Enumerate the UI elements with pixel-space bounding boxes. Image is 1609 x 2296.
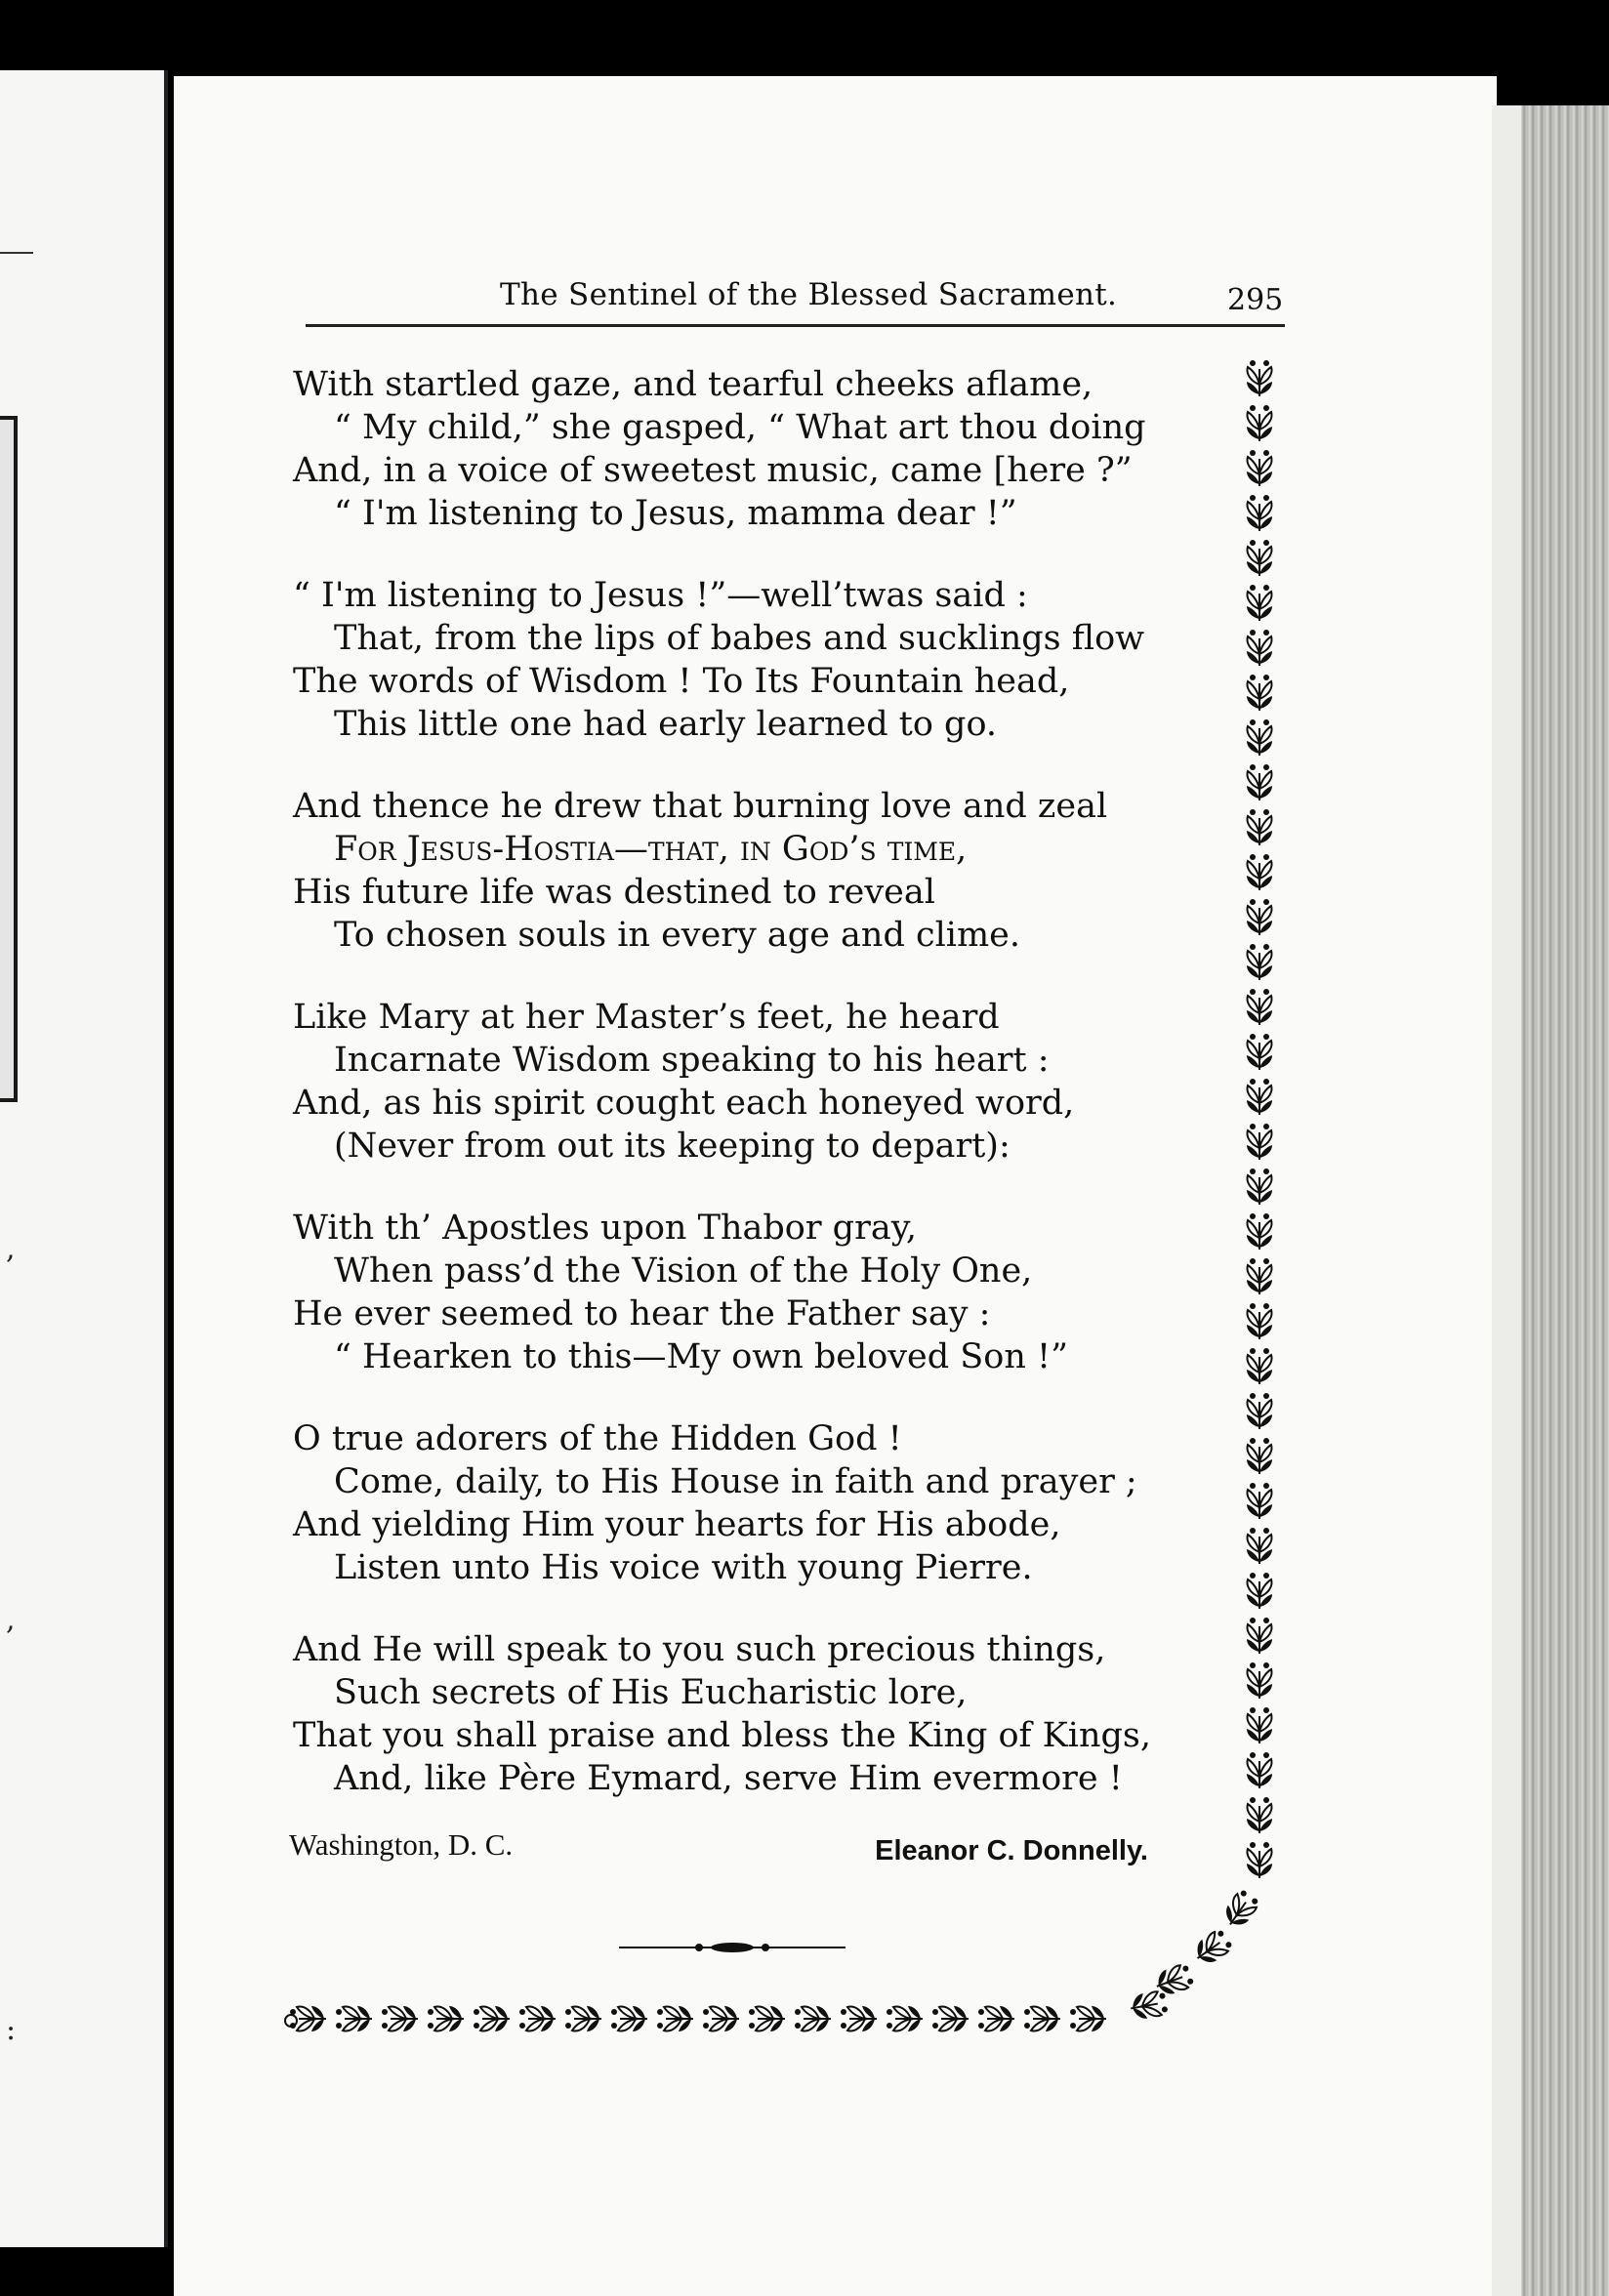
poem-line: “ My child,” she gasped, “ What art thou doing	[334, 408, 1146, 447]
poem-line: With startled gaze, and tearful cheeks aflame,	[293, 365, 1093, 404]
poem-line: With th’ Apostles upon Thabor gray,	[293, 1209, 917, 1248]
running-title: The Sentinel of the Blessed Sacrament.	[500, 277, 1118, 312]
poem-line: Like Mary at her Master’s feet, he heard	[293, 998, 1000, 1037]
poem-line: When pass’d the Vision of the Holy One,	[334, 1251, 1033, 1291]
poem-line: “ I'm listening to Jesus, mamma dear !”	[334, 494, 1017, 533]
poem-line: And, in a voice of sweetest music, came [here ?”	[293, 451, 1133, 490]
floral-border-right	[1247, 360, 1272, 1878]
poem-line: “ I'm listening to Jesus !”—well’twas said :	[293, 576, 1028, 615]
poem-line: And yielding Him your hearts for His abode,	[293, 1505, 1061, 1544]
poem-line: (Never from out its keeping to depart):	[334, 1127, 1011, 1166]
facing-page-mark: ,	[6, 1232, 16, 1266]
poem-line: Come, daily, to His House in faith and prayer ;	[334, 1462, 1137, 1501]
poem-line: That you shall praise and bless the King of Kings,	[293, 1716, 1152, 1755]
signature-author: Eleanor C. Donnelly.	[875, 1835, 1148, 1866]
page-number: 295	[1227, 283, 1284, 317]
signature-place: Washington, D. C.	[289, 1827, 514, 1862]
poem-line: Such secrets of His Eucharistic lore,	[334, 1673, 968, 1712]
poem-line: The words of Wisdom ! To Its Fountain head,	[293, 662, 1070, 701]
poem-line: This little one had early learned to go.	[334, 705, 998, 744]
poem-line: “ Hearken to this—My own beloved Son !”	[334, 1337, 1068, 1376]
poem-line: For Jesus-Hostia—that, in God’s time,	[334, 830, 968, 869]
poem-line: To chosen souls in every age and clime.	[334, 916, 1020, 955]
floral-border-corner	[285, 1888, 1261, 2027]
poem-line: Incarnate Wisdom speaking to his heart :	[334, 1041, 1050, 1080]
facing-page-mark: ,	[6, 1603, 16, 1637]
poem-line: That, from the lips of babes and sucklings flow	[334, 619, 1145, 658]
poem-line: And thence he drew that burning love and zeal	[293, 787, 1108, 826]
poem-line: And, like Père Eymard, serve Him evermore !	[334, 1759, 1123, 1798]
poem-line: He ever seemed to hear the Father say :	[293, 1294, 991, 1333]
poem-line: O true adorers of the Hidden God !	[293, 1419, 902, 1458]
poem-line: And, as his spirit cought each honeyed word,	[293, 1084, 1075, 1123]
poem-line: And He will speak to you such precious things,	[293, 1630, 1106, 1669]
poem-line: Listen unto His voice with young Pierre.	[334, 1548, 1033, 1587]
facing-page-mark: :	[6, 2013, 17, 2047]
poem-line: His future life was destined to reveal	[293, 873, 935, 912]
floral-border-bottom	[290, 2006, 1106, 2031]
